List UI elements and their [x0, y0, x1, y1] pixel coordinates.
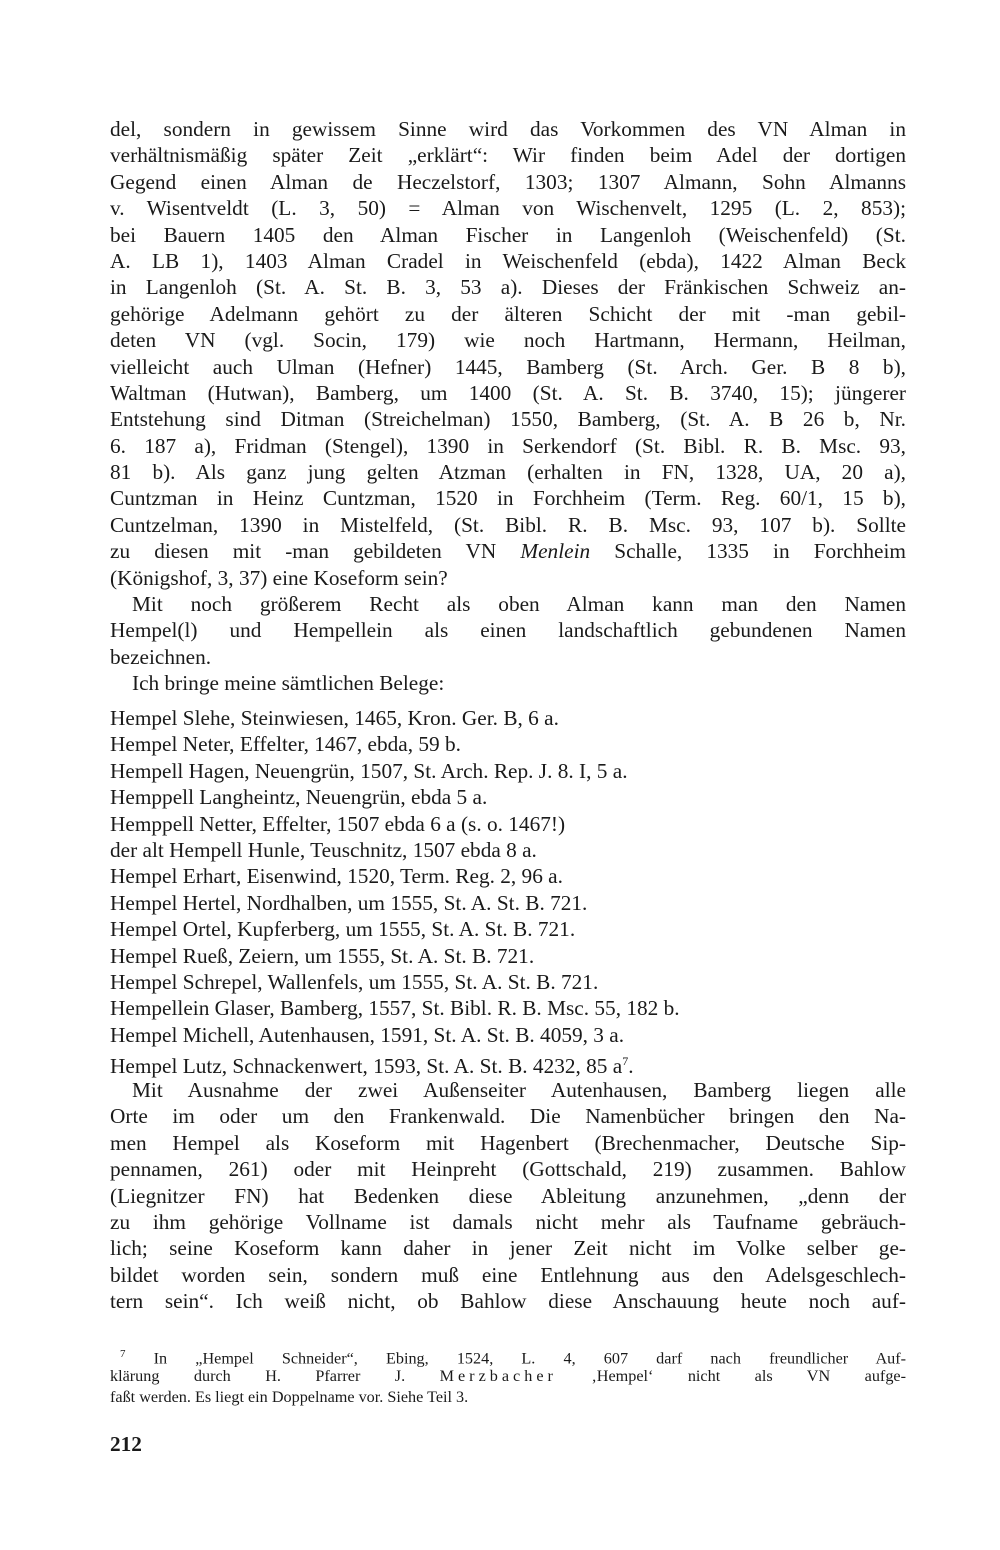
text-line: Waltman (Hutwan), Bamberg, um 1400 (St. A. St. B. 3740, 15); jüngerer [110, 380, 906, 405]
text-line: Mit noch größerem Recht als oben Alman kann man den Namen [132, 592, 906, 616]
paragraph-frankenwald [110, 1077, 906, 1315]
text-line: Cuntzman in Heinz Cuntzman, 1520 in Forchheim (Term. Reg. 60/1, 15 b), [110, 486, 906, 511]
text-line: in Langenloh (St. A. St. B. 3, 53 a). Dieses der Fränkischen Schweiz an- [110, 275, 906, 300]
text-line: men Hempel als Koseform mit Hagenbert (Brechenmacher, Deutsche Sip- [110, 1130, 906, 1155]
record-item: Hempell Hagen, Neuengrün, 1507, St. Arch. Rep. J. 8. I, 5 a. [110, 758, 628, 783]
record-item: Hempel Schrepel, Wallenfels, um 1555, St. A. St. B. 721. [110, 969, 599, 994]
text-run: klärung durch H. Pfarrer J. [110, 1366, 440, 1385]
text-line: deten VN (vgl. Socin, 179) wie noch Hartmann, Hermann, Heilman, [110, 328, 906, 353]
record-item: Hemppell Netter, Effelter, 1507 ebda 6 a (s. o. 1467!) [110, 811, 566, 836]
footnote-line [110, 1344, 906, 1366]
record-item: Hempel Hertel, Nordhalben, um 1555, St. A. St. B. 721. [110, 890, 588, 915]
text-line: 81 b). Als ganz jung gelten Atzman (erhalten in FN, 1328, UA, 20 a), [110, 460, 906, 485]
record-item: Hempel Rueß, Zeiern, um 1555, St. A. St. B. 721. [110, 943, 535, 968]
record-item: Hempellein Glaser, Bamberg, 1557, St. Bibl. R. B. Msc. 55, 182 b. [110, 996, 680, 1021]
footnote-line [110, 1366, 906, 1388]
text-line: (Königshof, 3, 37) eine Koseform sein? [110, 565, 448, 590]
text-line: Hempel(l) und Hempellein als einen landschaftlich gebundenen Namen [110, 618, 906, 643]
text-line: lich; seine Koseform kann daher in jener Zeit nicht im Volke selber ge- [110, 1236, 906, 1261]
text-line: vielleicht auch Ulman (Hefner) 1445, Bamberg (St. Arch. Ger. B 8 b), [110, 354, 906, 379]
page-number: 212 [110, 1432, 142, 1456]
text-run: . [628, 1054, 634, 1079]
text-line: (Liegnitzer FN) hat Bedenken diese Ableitung anzunehmen, „denn der [110, 1183, 906, 1208]
text-line: tern sein“. Ich weiß nicht, ob Bahlow diese Anschauung heute noch auf- [110, 1289, 906, 1314]
record-item: Hempel Neter, Effelter, 1467, ebda, 59 b. [110, 732, 461, 757]
text-line: v. Wisentveldt (L. 3, 50) = Alman von Wischenvelt, 1295 (L. 2, 853); [110, 196, 906, 221]
text-line: 6. 187 a), Fridman (Stengel), 1390 in Serkendorf (St. Bibl. R. B. Msc. 93, [110, 433, 906, 458]
footnote-reference: 7 [622, 1054, 629, 1069]
paragraph-hempel [110, 591, 906, 697]
paragraph-alman [110, 116, 906, 591]
footnote [110, 1344, 906, 1409]
text-line: A. LB 1), 1403 Alman Cradel in Weischenfeld (ebda), 1422 Alman Beck [110, 248, 906, 273]
text-line: gehörige Adelmann gehört zu der älteren Schicht der mit -man gebil- [110, 301, 906, 326]
text-run: In „Hempel Schneider“, Ebing, 1524, L. 4, 607 darf nach freundlicher Auf- [153, 1349, 907, 1368]
text-line: verhältnismäßig später Zeit „erklärt“: Wir finden beim Adel der dortigen [110, 143, 906, 168]
text-line: Entstehung sind Ditman (Streichelman) 1550, Bamberg, (St. A. B 26 b, Nr. [110, 407, 906, 432]
text-line: Orte im oder um den Frankenwald. Die Namenbücher bringen den Na- [110, 1104, 906, 1129]
italic-name-menlein: Menlein [520, 539, 591, 564]
record-item: Hemppell Langheintz, Neuengrün, ebda 5 a. [110, 785, 488, 810]
text-line: del, sondern in gewissem Sinne wird das Vorkommen des VN Alman in [110, 117, 906, 141]
text-run: Schalle, 1335 in Forchheim [590, 539, 906, 564]
text-line: pennamen, 261) oder mit Heinpreht (Gottschald, 219) zusammen. Bahlow [110, 1157, 906, 1182]
text-line: Mit Ausnahme der zwei Außenseiter Autenhausen, Bamberg liegen alle [132, 1078, 906, 1102]
spaced-name-merzbacher: Merzbacher [439, 1366, 557, 1385]
records-list [110, 705, 906, 1079]
text-line: bezeichnen. [110, 644, 212, 669]
intro-line: Ich bringe meine sämtlichen Belege: [132, 671, 445, 696]
text-line-menlein [110, 538, 906, 564]
record-item: Hempel Michell, Autenhausen, 1591, St. A. St. B. 4059, 3 a. [110, 1022, 625, 1047]
text-line: Gegend einen Alman de Heczelstorf, 1303; 1307 Almann, Sohn Almanns [110, 169, 906, 194]
text-line: bei Bauern 1405 den Alman Fischer in Langenloh (Weischenfeld) (St. [110, 222, 906, 247]
record-item: Hempel Ortel, Kupferberg, um 1555, St. A. St. B. 721. [110, 917, 576, 942]
record-item: Hempel Erhart, Eisenwind, 1520, Term. Reg. 2, 96 a. [110, 864, 563, 889]
text-run: Hempel Lutz, Schnackenwert, 1593, St. A. St. B. 4232, 85 a [110, 1054, 623, 1079]
record-item-last [110, 1048, 906, 1079]
footnote-line: faßt werden. Es liegt ein Doppelname vor. Siehe Teil 3. [110, 1388, 469, 1407]
text-line: bildet worden sein, sondern muß eine Entlehnung aus den Adelsgeschlech- [110, 1262, 906, 1287]
record-item: Hempel Slehe, Steinwiesen, 1465, Kron. Ger. B, 6 a. [110, 706, 559, 730]
text-line: zu ihm gehörige Vollname ist damals nicht mehr als Taufname gebräuch- [110, 1209, 906, 1234]
text-line: Cuntzelman, 1390 in Mistelfeld, (St. Bibl. R. B. Msc. 93, 107 b). Sollte [110, 512, 906, 537]
text-run: zu diesen mit -man gebildeten VN [110, 539, 521, 564]
record-item: der alt Hempell Hunle, Teuschnitz, 1507 ebda 8 a. [110, 837, 537, 862]
footnote-marker: 7 [120, 1348, 126, 1360]
text-run: ‚Hempel‘ nicht als VN aufge- [556, 1366, 906, 1385]
